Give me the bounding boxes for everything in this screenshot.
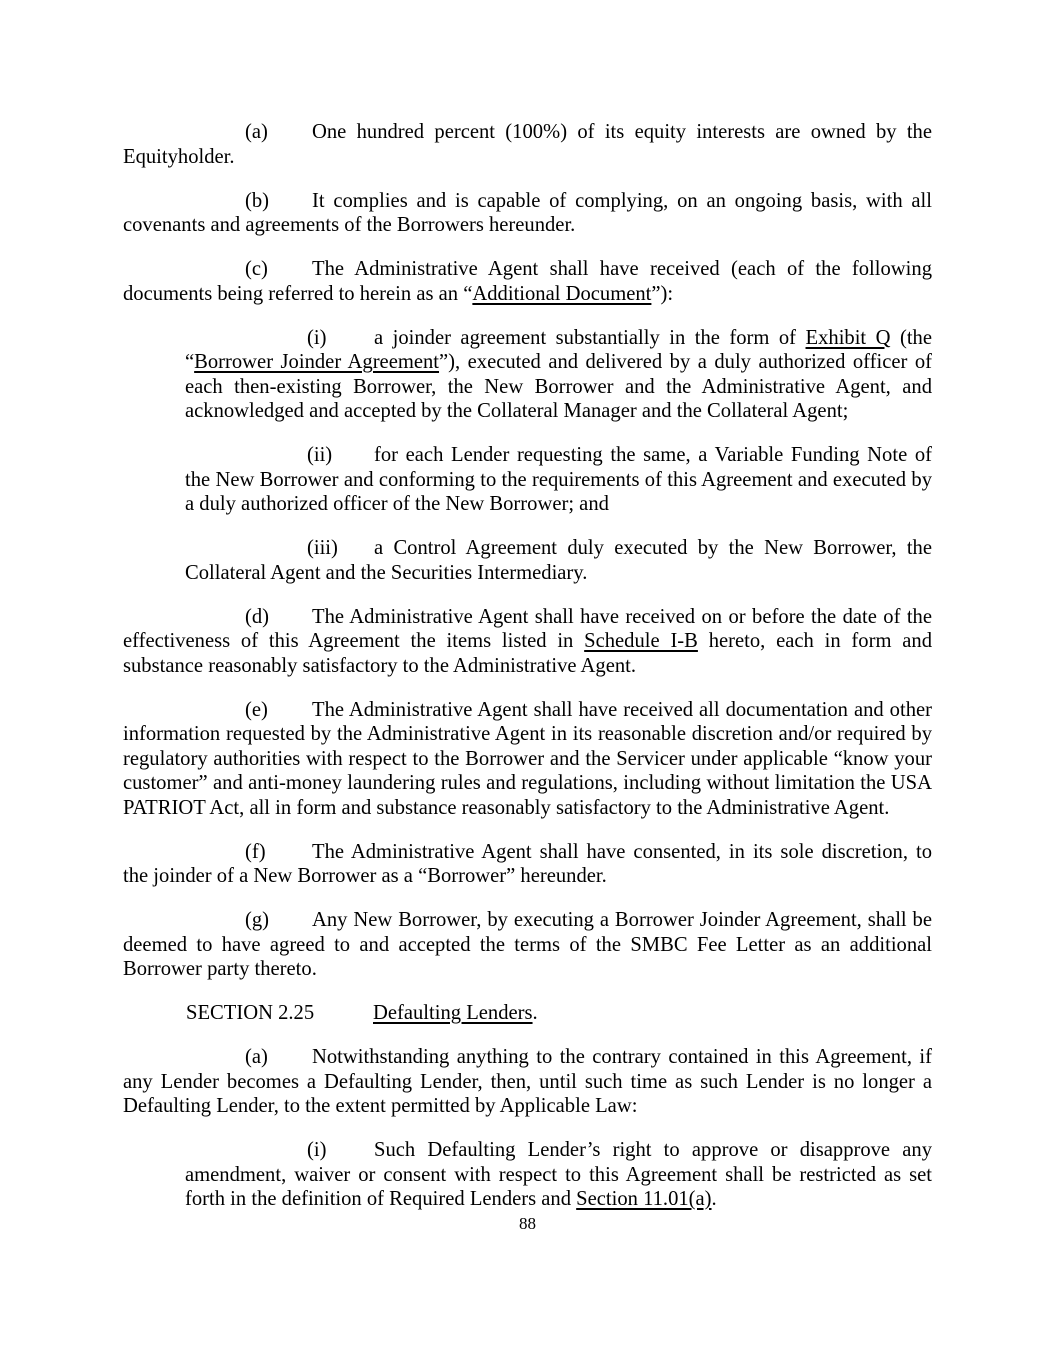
underlined-term: Defaulting Lenders [373, 1002, 533, 1024]
text-run: One hundred percent (100%) of its equity interests are owned by the Equityholder. [123, 121, 932, 168]
paragraph [123, 698, 932, 821]
underlined-term: Borrower Joinder Agreement [194, 351, 440, 373]
paragraph [123, 189, 932, 238]
text-run: hereto, each in form and substance reasonably satisfactory to the Administrative Agent. [123, 630, 932, 677]
text-run: It complies and is capable of complying, on an ongoing basis, with all covenants and agreements of the Borrowers hereunder. [123, 189, 932, 236]
document-body [123, 120, 932, 1231]
underlined-term: Schedule I-B [584, 630, 698, 652]
text-run: Any New Borrower, by executing a Borrower Joinder Agreement, shall be deemed to have agreed to and accepted the terms of the SMBC Fee Letter as an additional Borrower party thereto. [123, 909, 932, 980]
text-run: a Control Agreement duly executed by the New Borrower, the Collateral Agent and the Securities Intermediary. [185, 537, 932, 584]
underlined-term: Section 11.01(a) [576, 1188, 712, 1210]
paragraph-label: (b) [245, 189, 270, 212]
paragraph [185, 1138, 932, 1212]
text-run: (the “ [185, 326, 932, 373]
paragraph-label: (g) [245, 909, 270, 931]
paragraph [123, 840, 932, 889]
paragraph [185, 326, 932, 424]
paragraph-label: (i) [307, 1139, 327, 1161]
text-run: . [711, 1188, 717, 1210]
paragraph-label: (d) [245, 605, 270, 628]
paragraph-label: (a) [245, 121, 268, 143]
paragraph [123, 908, 932, 982]
paragraph-label: (c) [245, 258, 268, 280]
text-run: The Administrative Agent shall have received on or before the date of the effectiveness of this Agreement the items listed in [123, 605, 932, 652]
paragraph-label: (iii) [307, 537, 338, 559]
text-run: The Administrative Agent shall have received (each of the following documents being referred to herein as an “ [123, 258, 932, 305]
page-number: 88 [519, 1214, 536, 1233]
paragraph-label: (i) [307, 326, 327, 349]
text-run: The Administrative Agent shall have received all documentation and other information requested by the Administrative Agent in its reasonable discretion and/or required by regulatory authorities with respect to the Borrower and the Servicer under applicable “know your customer” and anti-money laundering rules and regulations, including without limitation the USA PATRIOT Act, all in form and substance reasonably satisfactory to the Administrative Agent. [123, 698, 932, 819]
underlined-term: Additional Document [472, 282, 652, 305]
paragraph-label: (f) [245, 840, 266, 863]
text-run: . [532, 1002, 538, 1024]
paragraph-label: (a) [245, 1046, 268, 1068]
text-run: ”): [651, 282, 674, 305]
section-heading [123, 1001, 932, 1026]
text-run: for each Lender requesting the same, a Variable Funding Note of the New Borrower and conforming to the requirements of this Agreement and executed by a duly authorized officer of the New Borrower; and [185, 444, 932, 515]
text-run: Notwithstanding anything to the contrary contained in this Agreement, if any Lender becomes a Defaulting Lender, then, until such time as such Lender is no longer a Defaulting Lender, to the extent permitted by Applicable Law: [123, 1046, 932, 1117]
paragraph [123, 257, 932, 306]
text-run: Such Defaulting Lender’s right to approve or disapprove any amendment, waiver or consent with respect to this Agreement shall be restricted as set forth in the definition of Required Lenders and [185, 1139, 932, 1210]
paragraph [123, 605, 932, 679]
paragraph [185, 443, 932, 517]
paragraph [185, 536, 932, 585]
paragraph-label: (ii) [307, 444, 333, 466]
text-run: ”), executed and delivered by a duly authorized officer of each then-existing Borrower, the New Borrower and the Administrative Agent, and acknowledged and accepted by the Collateral Manager and the Collateral Agent; [185, 351, 933, 422]
paragraph-label: SECTION 2.25 [186, 1002, 315, 1024]
paragraph [123, 1045, 932, 1119]
text-run: The Administrative Agent shall have consented, in its sole discretion, to the joinder of a New Borrower as a “Borrower” hereunder. [123, 840, 932, 887]
underlined-term: Exhibit Q [805, 326, 891, 349]
paragraph [123, 120, 932, 169]
text-run: a joinder agreement substantially in the form of [374, 326, 806, 349]
paragraph-label: (e) [245, 698, 268, 721]
